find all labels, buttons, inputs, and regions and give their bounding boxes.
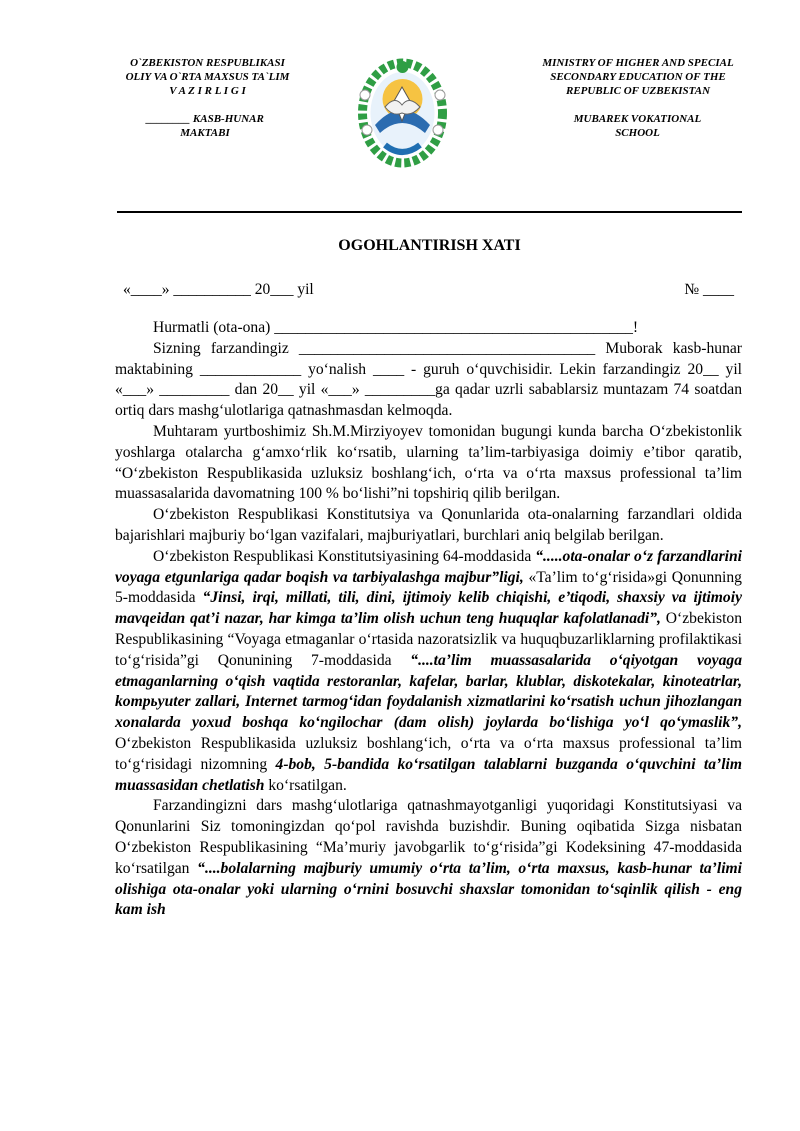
school-line-1: ________ KASB-HUNAR	[146, 113, 264, 125]
paragraph-constitution: O‘zbekiston Respublikasi Konstitutsiya va Qonunlarida ota-onalarning farzandlari oldida bajarishlari majburiy bo‘lgan vazifalari, majburiyatlari, burchlari aniq belgilab berilgan.	[115, 506, 742, 544]
laws-quote-2: “Jinsi, irqi, millati, tili, dini, ijtimoiy kelib chiqishi, e’tiqodi, shaxsiy va ijtimoiy mavqeidan qat’i nazar, har kimga ta’lim olish uchun teng huquqlar kafolatlanadi”,	[115, 589, 742, 628]
paragraph-president: Muhtaram yurtboshimiz Sh.M.Mirziyoyev tomonidan bugungi kunda barcha O‘zbekistonlik yoshlarga otalarcha g‘amxo‘rlik ko‘rsatib, ularning ta’lim-tarbiyasiga doimiy e’tibor qaratib, “O‘zbekiston Respublikasida uzluksiz boshlang‘ich, o‘rta va o‘rta maxsus professional ta’lim muassasalarida davomatning 100 % bo‘lishi”ni topshiriq qilib berilgan.	[115, 422, 742, 503]
ministry-name-en	[518, 56, 758, 98]
letter-body	[115, 318, 742, 921]
laws-text-2: «Ta’lim to‘g‘risida»gi Qonunning 5-moddasida	[115, 568, 742, 607]
laws-quote-3: “....ta’lim muassasalarida o‘qiyotgan voyaga etmaganlarning o‘qish vaqtida restoranlar, kafelar, barlar, klublar, diskotekalar, kinoteatrlar, kompьyuter zallari, Internet tarmog‘idan foydalanish xizmatlarini ko‘rsatish uchun jihozlangan xonalarda yoxud boshqa ko‘ngilochar (dam olish) joylarda bo‘lishiga yo‘l qo‘ymaslik”,	[115, 651, 742, 732]
paragraph-consequences	[115, 796, 742, 921]
ministry-line-2: OLIY VA O`RTA MAXSUS TA`LIM	[125, 71, 290, 83]
school-name-uz	[110, 112, 300, 140]
laws-text-1: O‘zbekiston Respublikasi Konstitutsiyasining 64-moddasida	[153, 547, 536, 565]
paragraph-laws	[115, 547, 742, 797]
date-line: «____» __________ 20___ yil	[123, 281, 314, 298]
consequences-quote: “....bolalarning majburiy umumiy o‘rta ta’lim, o‘rta maxsus, kasb-hunar ta’limi olishiga ota-onalar yoki ularning o‘rnini bosuvchi shaxslar tomonidan to‘sqinlik qilish - eng kam ish	[115, 859, 742, 919]
school-name-en	[545, 112, 730, 140]
laws-quote-4: 4-bob, 5-bandida ko‘rsatilgan talablarni buzganda o‘quvchini ta’lim muassasidan chetlatish	[115, 755, 742, 794]
laws-quote-1: “.....ota-onalar o‘z farzandlarini voyaga etgunlariga qadar boqish va tarbiyalashga majbur”ligi,	[115, 547, 742, 586]
school-line-2: MAKTABI	[180, 127, 230, 139]
ministry-en-line-2: SECONDARY EDUCATION OF THE	[550, 71, 726, 83]
school-en-line-1: MUBAREK VOKATIONAL	[573, 113, 702, 125]
header-divider	[117, 211, 742, 213]
document-title: OGOHLANTIRISH XATI	[338, 237, 521, 254]
paragraph-student-info: Sizning farzandingiz ______________________________________ Muborak kasb-hunar maktabining _____________ yo‘nalish ____ - guruh o‘quvchisidir. Lekin farzandingiz 20__ yil «___» _________ dan 20__ yil «___» _________ga qadar uzrli sabablarsiz muntazam 74 soatdan ortiq dars mashg‘ulotlariga qatnashmasdan kelmoqda.	[115, 339, 742, 420]
ministry-en-line-3: REPUBLIC OF UZBEKISTAN	[565, 85, 711, 97]
document-number: № ____	[684, 281, 734, 298]
ministry-en-line-1: MINISTRY OF HIGHER AND SPECIAL	[542, 57, 734, 69]
laws-text-5: ko‘rsatilgan.	[264, 776, 347, 794]
consequences-text: Farzandingizni dars mashg‘ulotlariga qatnashmayotganligi yuqoridagi Konstitutsiyasi va Qonunlarini Siz tomoningizdan qo‘pol ravishda buzishdir. Buning oqibatida Sizga nisbatan O‘zbekiston Respublikasining “Ma’muriy javobgarlik to‘g‘risida”gi Kodeksining 47-moddasida ko‘rsatilgan	[115, 797, 742, 877]
salutation: Hurmatli (ota-ona) ______________________________________________!	[153, 319, 639, 336]
ministry-name-uz	[100, 56, 315, 98]
state-emblem-icon	[355, 55, 450, 173]
laws-text-4: O‘zbekiston Respublikasida uzluksiz boshlang‘ich, o‘rta va o‘rta maxsus professional ta’lim to‘g‘risidagi nizomning	[115, 734, 742, 773]
ministry-line-1: O`ZBEKISTON RESPUBLIKASI	[130, 57, 285, 69]
school-en-line-2: SCHOOL	[615, 127, 660, 139]
laws-text-3: O‘zbekiston Respublikasining “Voyaga etmaganlar o‘rtasida nazoratsizlik va huquqbuzarliklarning profilaktikasi to‘g‘risida”gi Qonunining 7-moddasida	[115, 610, 742, 669]
ministry-line-3: V A Z I R L I G I	[169, 85, 246, 97]
